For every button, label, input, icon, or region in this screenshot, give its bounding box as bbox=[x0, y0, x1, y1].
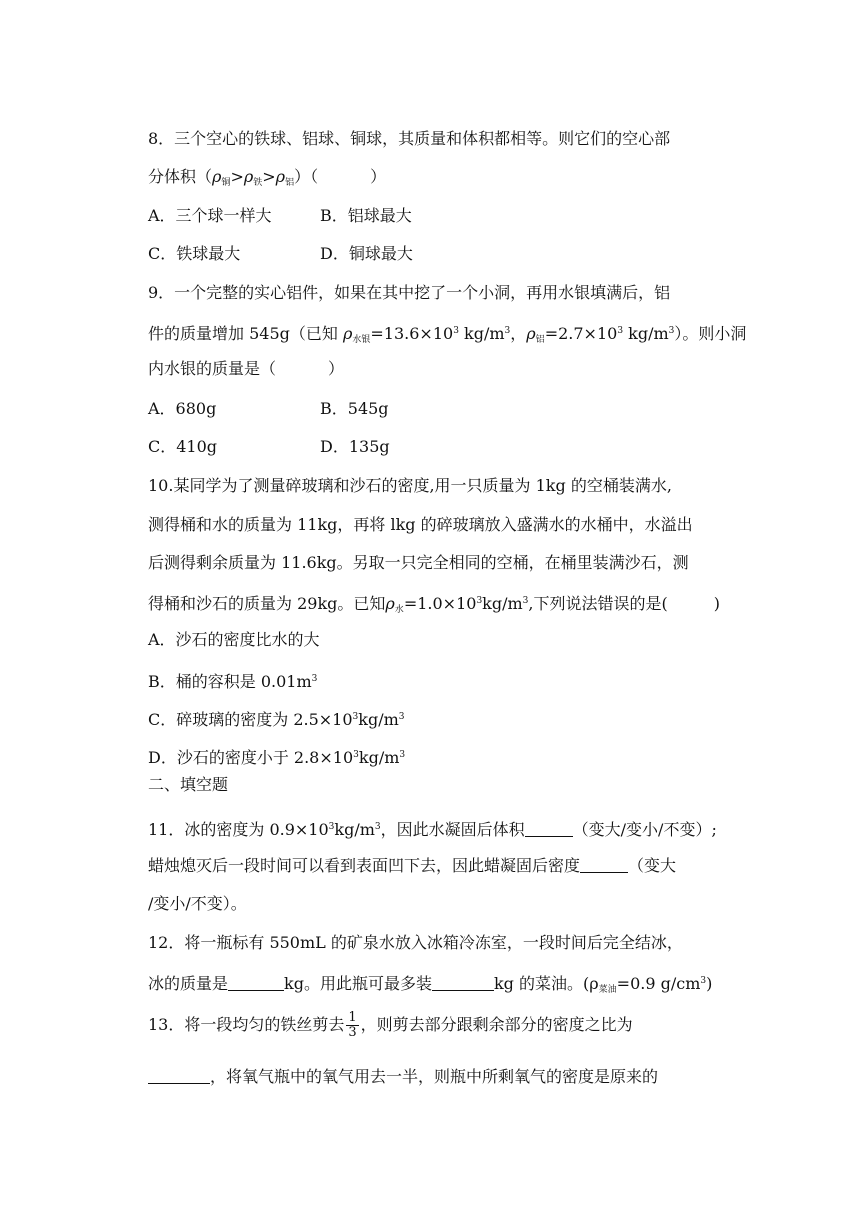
q10-stem-line2: 测得桶和水的质量为 11kg，再将 lkg 的碎玻璃放入盛满水的水桶中，水溢出 bbox=[148, 515, 693, 534]
answer-blank[interactable] bbox=[525, 822, 573, 837]
q9-option-d: D．135g bbox=[320, 437, 390, 456]
q13-stem-line2: ，将氧气瓶中的氧气用去一半，则瓶中所剩氧气的密度是原来的 bbox=[148, 1066, 658, 1088]
q12-stem-line2: 冰的质量是 kg。用此瓶可最多装 kg 的菜油。($\rho_{菜油}=0.9$ $g/cm^3$) bbox=[148, 974, 713, 995]
q10-option-c: C．碎玻璃的密度为 $2.5\times 10^3kg/m^3$ bbox=[148, 710, 405, 729]
q13-stem-line1: 13．将一段均匀的铁丝剪去 $\frac{1}{3}$ ，则剪去部分跟剩余部分的密度之比为 bbox=[148, 1010, 633, 1040]
q9-option-b: B．545g bbox=[320, 399, 389, 418]
q10-stem-line1: 10.某同学为了测量碎玻璃和沙石的密度,用一只质量为 1kg 的空桶装满水, bbox=[148, 476, 672, 495]
q8-option-b: B．铝球最大 bbox=[320, 206, 412, 225]
q9-option-a: A．680g bbox=[148, 399, 217, 418]
fraction-one-third: $\frac{1}{3}$ bbox=[348, 1010, 357, 1040]
q11-stem-line2: 蜡烛熄灭后一段时间可以看到表面凹下去，因此蜡凝固后密度 （变大 bbox=[148, 856, 677, 875]
q10-stem-line3: 后测得剩余质量为 11.6kg。另取一只完全相同的空桶，在桶里装满沙石，测 bbox=[148, 553, 689, 572]
q9-option-c: C．410g bbox=[148, 437, 218, 456]
q10-option-a: A．沙石的密度比水的大 bbox=[148, 630, 320, 649]
q9-options-row2 bbox=[148, 436, 390, 458]
q11-stem-line1: 11．冰的密度为 $0.9\times 10^3kg/m^3$，因此水凝固后体积 （变大/变小/不变）; bbox=[148, 820, 717, 839]
q8-stem-line2: 分体积$(\rho_铜>\rho_铁>\rho_铝)$（ ） bbox=[148, 167, 387, 188]
answer-blank[interactable] bbox=[580, 858, 628, 873]
answer-blank[interactable] bbox=[228, 976, 284, 991]
q11-stem-line3: /变小/不变）。 bbox=[148, 894, 247, 913]
q9-options-row1 bbox=[148, 398, 389, 420]
q9-stem-line3: 内水银的质量是（ ） bbox=[148, 359, 345, 378]
q10-option-b: B．桶的容积是 $0.01m^3$ bbox=[148, 672, 318, 691]
answer-blank[interactable] bbox=[148, 1069, 210, 1084]
answer-blank[interactable] bbox=[432, 976, 494, 991]
q9-stem-line2: 件的质量增加 545g（已知 $\rho_{水银}=13.6\times 10^3$ $kg/m^3$，$\rho_铝=2.7\times 10^3$ $kg/m^3$）。则小洞 bbox=[148, 324, 747, 345]
q8-options-row2 bbox=[148, 243, 413, 265]
q10-option-d: D．沙石的密度小于 $2.8\times 10^3kg/m^3$ bbox=[148, 748, 406, 767]
q8-option-d: D．铜球最大 bbox=[320, 244, 413, 263]
q8-options-row1 bbox=[148, 205, 412, 227]
q8-option-a: A．三个球一样大 bbox=[148, 206, 272, 225]
q12-stem-line1: 12．将一瓶标有 550mL 的矿泉水放入冰箱冷冻室，一段时间后完全结冰， bbox=[148, 933, 683, 952]
q10-stem-line4: 得桶和沙石的质量为 29kg。已知$\rho_水=1.0\times 10^3kg/m^3$,下列说法错误的是( ) bbox=[148, 594, 720, 615]
q8-stem-line1: 8．三个空心的铁球、铝球、铜球，其质量和体积都相等。则它们的空心部 bbox=[148, 129, 671, 148]
q9-stem-line1: 9．一个完整的实心铝件，如果在其中挖了一个小洞，再用水银填满后，铝 bbox=[148, 283, 671, 302]
section-heading-fill-in: 二、填空题 bbox=[148, 775, 229, 794]
q8-option-c: C．铁球最大 bbox=[148, 244, 241, 263]
